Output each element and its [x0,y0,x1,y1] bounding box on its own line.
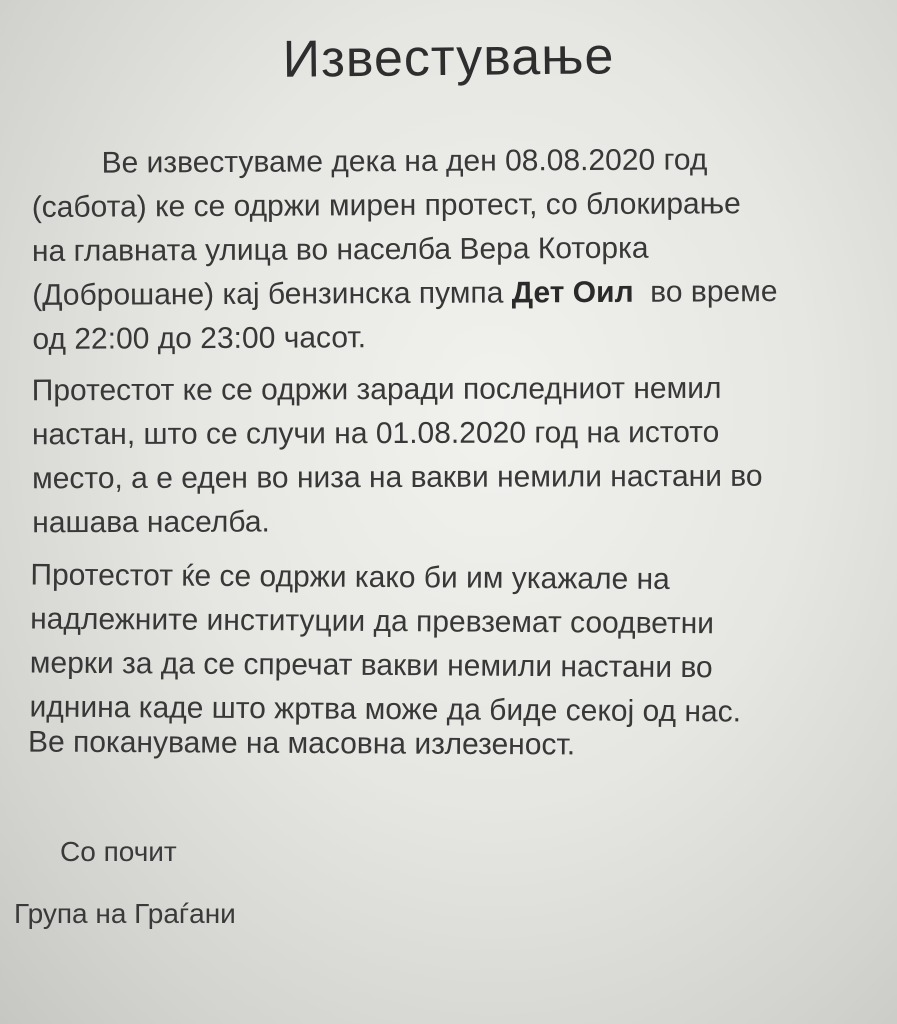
paragraph1-line5: од 22:00 до 23:00 часот. [32,321,367,356]
gas-station-name: Дет Оил [511,275,634,310]
paragraph-reason [32,367,763,546]
paragraph1-line2: (сабота) ке се одржи мирен протест, со блокирање [31,187,741,224]
paragraph-purpose [29,554,742,735]
paragraph3-line2: надлежните институции да превземат соодветни [30,602,715,641]
paragraph3-line4: иднина каде што жртва може да биде секој од нас. [29,690,742,729]
paragraph2-line4: нашава населба. [32,505,270,540]
paragraph3-line3: мерки за да се спречат вакви немили настани во [29,646,713,685]
paragraph2-line1: Протестот ке се одржи заради последниот немил [31,371,722,408]
paragraph-announcement [31,138,777,362]
paragraph1-line4 [32,270,777,318]
paragraph2-line2: настан, што се случи на 01.08.2020 год на истото [31,415,720,452]
paragraph1-line3: на главната улица во населба Вера Которка [31,231,649,268]
paragraph2-line3: место, а е еден во низа на вакви немили настани во [32,459,763,496]
paragraph3-line1: Протестот ќе се одржи како би им укажале на [30,558,670,596]
notice-title: Известување [282,27,615,89]
paragraph1-line4-end: во време [633,275,778,309]
paragraph1-line1: Ве известуваме дека на ден 08.08.2020 год [101,143,708,180]
closing-salutation: Со почит [60,836,177,867]
paragraph1-line4-start: (Доброшане) кај бензинска пумпа [32,276,512,312]
paragraph-invitation: Ве покануваме на масовна излезеност. [27,725,576,762]
signature: Група на Граѓани [14,898,236,929]
